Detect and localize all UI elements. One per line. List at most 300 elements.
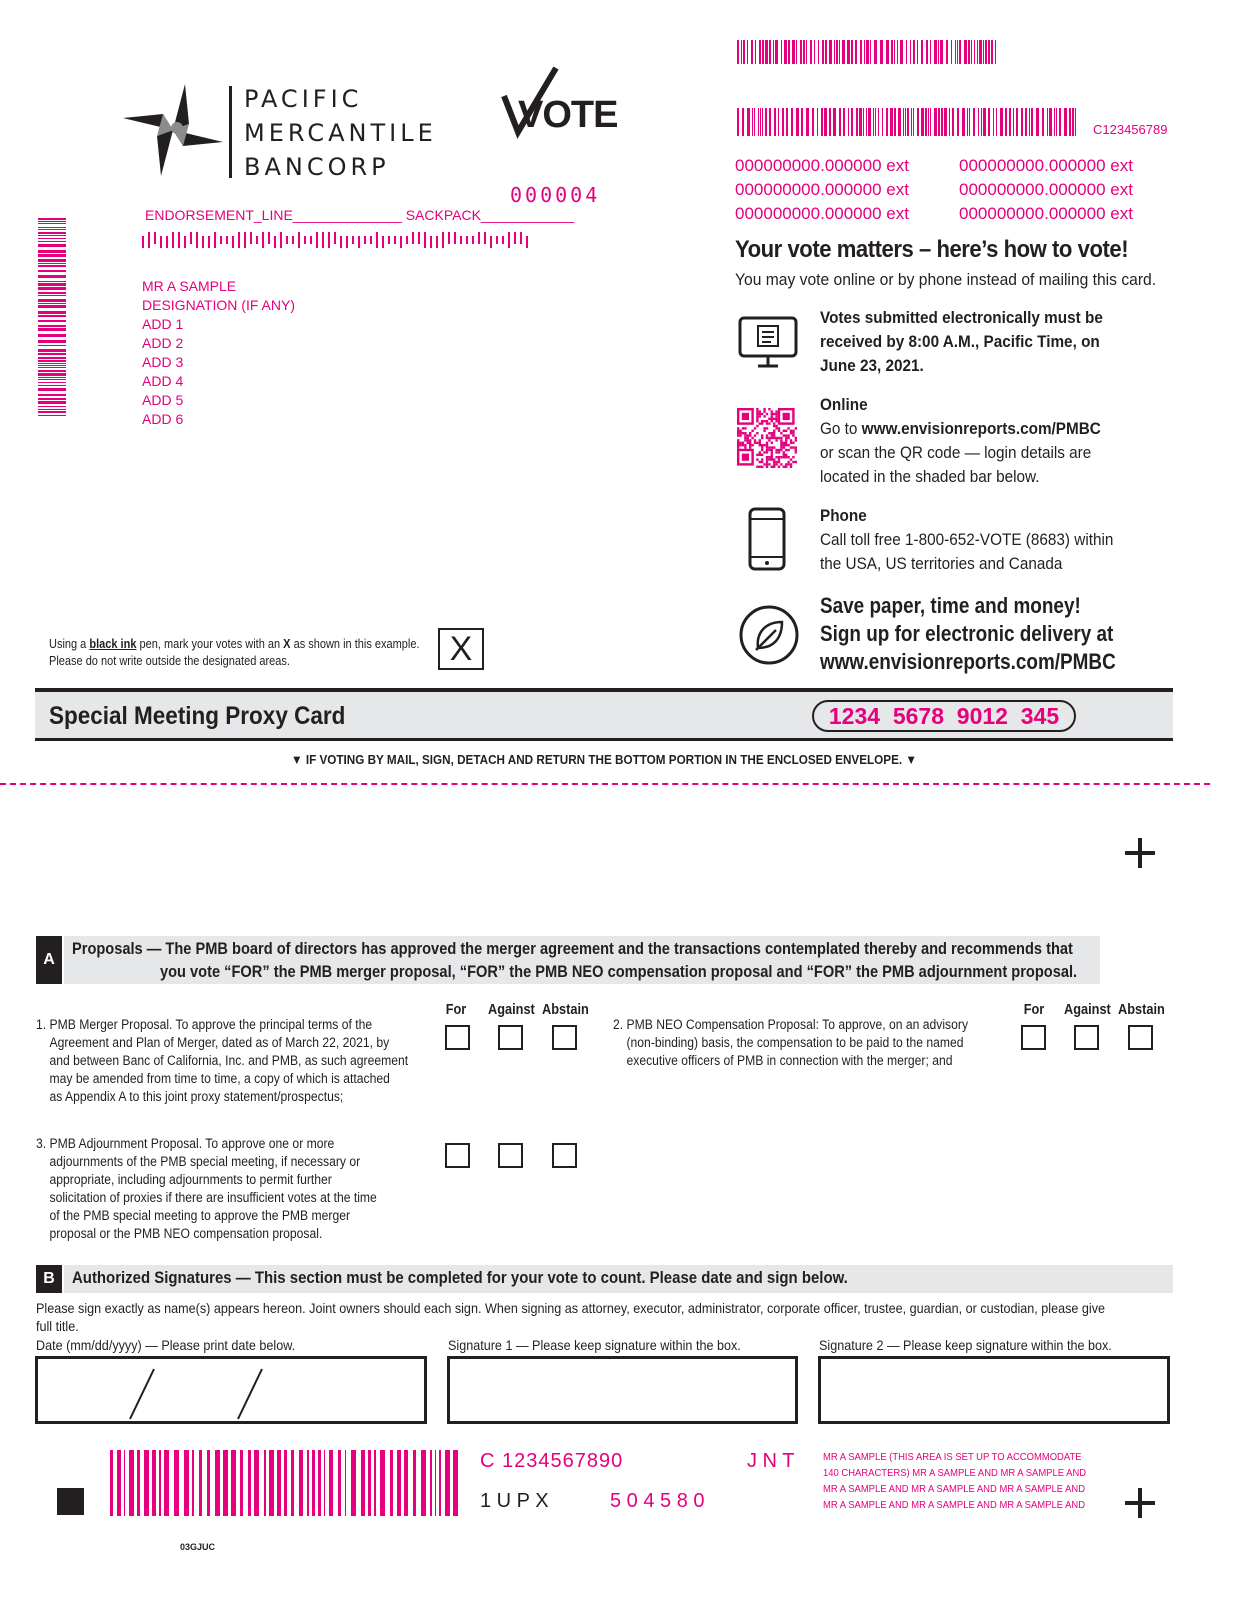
qr-module	[785, 442, 787, 444]
barcode-bar	[866, 108, 867, 136]
proposal-line: adjournments of the PMB special meeting, if necessary or	[49, 1154, 361, 1169]
postal-bar	[316, 232, 318, 248]
qr-module	[737, 430, 739, 432]
col-against-1: Against	[488, 1001, 535, 1018]
proposal-line: Agreement and Plan of Merger, dated as of March 22, 2021, by	[49, 1035, 390, 1050]
postal-bar	[280, 232, 282, 248]
barcode-bar	[248, 1450, 251, 1516]
barcode-bar	[374, 1450, 376, 1516]
postal-bar	[466, 236, 468, 244]
qr-module	[766, 422, 768, 424]
postal-bar	[256, 236, 258, 244]
postal-bar	[400, 236, 402, 248]
qr-module	[749, 439, 751, 441]
barcode-bar	[445, 1450, 450, 1516]
registration-square	[57, 1488, 84, 1515]
qr-module	[759, 439, 761, 441]
barcode-bar	[882, 108, 883, 136]
proposal-2-for-checkbox[interactable]	[1021, 1025, 1046, 1050]
qr-module	[754, 442, 756, 444]
logo-line-2: MERCANTILE	[244, 119, 437, 147]
proposal-2-against-checkbox[interactable]	[1074, 1025, 1099, 1050]
barcode-bar	[906, 40, 907, 64]
barcode-bar	[921, 40, 923, 64]
qr-module	[790, 463, 792, 465]
control-code: C123456789	[1093, 122, 1168, 137]
proposal-3-against-checkbox[interactable]	[498, 1143, 523, 1168]
barcode-bar	[921, 108, 924, 136]
qr-module	[783, 451, 785, 453]
barcode-bar	[1049, 108, 1052, 136]
barcode-bar	[855, 40, 857, 64]
proposal-3-text	[36, 1135, 377, 1243]
postal-bar	[430, 236, 432, 248]
barcode-bar	[848, 108, 849, 136]
instructions-line-1: Using a black ink pen, mark your votes with an X as shown in this example.	[49, 637, 420, 651]
postal-bar	[352, 236, 354, 244]
barcode-bar	[962, 108, 965, 136]
qr-module	[773, 437, 775, 439]
postal-bar	[160, 236, 162, 248]
postal-bar	[286, 236, 288, 244]
barcode-bar	[38, 320, 66, 322]
barcode-bar	[184, 1450, 189, 1516]
qr-module	[785, 454, 787, 456]
proposal-line: appropriate, including adjournments to permit further	[49, 1172, 332, 1187]
qr-module	[759, 413, 761, 415]
postal-bar	[268, 232, 270, 244]
proposal-3-abstain-checkbox[interactable]	[552, 1143, 577, 1168]
barcode-bar	[38, 360, 66, 362]
qr-module	[785, 439, 787, 441]
barcode-bar	[38, 235, 66, 236]
logo-line-1: PACIFIC	[244, 85, 363, 113]
qr-module	[747, 434, 749, 436]
barcode-bar	[973, 108, 975, 136]
online-lines	[820, 441, 1132, 489]
qr-module	[751, 437, 753, 439]
barcode-bar	[873, 108, 874, 136]
qr-module	[795, 437, 797, 439]
qr-module	[771, 415, 773, 417]
qr-module	[787, 427, 789, 429]
barcode-bar	[277, 1450, 281, 1516]
signature-1-box[interactable]	[447, 1356, 798, 1424]
barcode-bar	[361, 1450, 365, 1516]
online-heading: Online	[820, 395, 868, 414]
qr-module	[756, 454, 758, 456]
company-logo	[123, 84, 223, 176]
qr-module	[783, 442, 785, 444]
qr-module	[742, 442, 744, 444]
postal-bar	[424, 232, 426, 248]
barcode-bar	[1031, 108, 1033, 136]
qr-module	[773, 466, 775, 468]
qr-module	[775, 425, 777, 427]
barcode-footer	[110, 1450, 462, 1516]
barcode-bar	[1029, 108, 1030, 136]
signature-2-box[interactable]	[818, 1356, 1170, 1424]
barcode-bar	[821, 108, 823, 136]
qr-module	[790, 446, 792, 448]
barcode-bar	[38, 299, 66, 302]
qr-module	[775, 420, 777, 422]
barcode-bar	[338, 1450, 340, 1516]
phone-lines	[820, 528, 1146, 576]
postal-bar	[172, 232, 174, 248]
barcode-bar	[907, 108, 909, 136]
qr-module	[785, 434, 787, 436]
qr-module	[792, 434, 794, 436]
signing-instructions-2: full title.	[36, 1318, 79, 1334]
qr-module	[783, 413, 790, 420]
barcode-bar	[822, 40, 824, 64]
postal-bar	[232, 236, 234, 248]
barcode-bar	[1064, 108, 1067, 136]
barcode-bar	[421, 1450, 426, 1516]
barcode-bar	[324, 1450, 326, 1516]
barcode-bar	[38, 218, 66, 220]
qr-module	[771, 413, 773, 415]
qr-module	[787, 444, 789, 446]
qr-module	[756, 432, 758, 434]
qr-module	[742, 454, 749, 461]
barcode-bar	[851, 40, 853, 64]
qr-module	[749, 446, 751, 448]
barcode-bar	[741, 40, 742, 64]
barcode-bar	[453, 1450, 458, 1516]
qr-module	[759, 422, 761, 424]
postal-bar	[394, 236, 396, 244]
qr-module	[780, 456, 782, 458]
barcode-bar	[124, 1450, 126, 1516]
barcode-bar	[207, 1450, 210, 1516]
barcode-bar	[825, 40, 827, 64]
qr-module	[792, 446, 794, 448]
qr-module	[775, 410, 777, 412]
qr-module	[756, 410, 758, 412]
qr-module	[763, 430, 765, 432]
barcode-bar	[868, 108, 871, 136]
qr-module	[749, 434, 751, 436]
qr-module	[790, 442, 792, 444]
barcode-bar	[38, 363, 66, 364]
barcode-bar	[368, 1450, 370, 1516]
barcode-bar	[38, 401, 66, 404]
qr-module	[771, 420, 773, 422]
barcode-bar	[946, 40, 948, 64]
qr-module	[785, 437, 787, 439]
logo-divider	[229, 86, 232, 178]
detach-notice: ▼ IF VOTING BY MAIL, SIGN, DETACH AND RETURN THE BOTTOM PORTION IN THE ENCLOSED ENVELOPE. ▼	[291, 752, 917, 767]
proposal-1-against-checkbox[interactable]	[498, 1025, 523, 1050]
barcode-bar	[941, 108, 943, 136]
barcode-bar	[974, 40, 975, 64]
proposal-2-abstain-checkbox[interactable]	[1128, 1025, 1153, 1050]
proposal-line: (non-binding) basis, the compensation to be paid to the named	[626, 1035, 964, 1050]
barcode-bar	[1013, 108, 1014, 136]
signing-instructions-1: Please sign exactly as name(s) appears hereon. Joint owners should each sign. When signing as attorney, executor, administrator, corporate officer, trustee, guardian, or custodian, please give	[36, 1300, 1106, 1316]
phone-section	[820, 504, 1146, 576]
qr-module	[792, 461, 794, 463]
barcode-bar	[800, 40, 802, 64]
postal-bar	[304, 236, 306, 244]
qr-module	[792, 432, 794, 434]
qr-module	[751, 444, 753, 446]
qr-module	[766, 466, 768, 468]
barcode-bar	[129, 1450, 134, 1516]
barcode-bar	[38, 221, 66, 222]
barcode-bar	[863, 108, 864, 136]
qr-module	[785, 449, 787, 451]
online-prefix: Go to	[820, 419, 862, 438]
qr-module	[768, 458, 770, 460]
qr-module	[744, 427, 746, 429]
qr-module	[771, 454, 773, 456]
proposal-line: 3. PMB Adjournment Proposal. To approve one or more	[36, 1136, 335, 1151]
qr-module	[771, 449, 773, 451]
barcode-bar	[1056, 108, 1057, 136]
qr-module	[768, 446, 770, 448]
phone-line: Call toll free 1-800-652-VOTE (8683) within	[820, 530, 1114, 549]
postal-bar	[196, 232, 198, 248]
barcode-bar	[856, 108, 858, 136]
qr-module	[785, 466, 787, 468]
postal-bar	[370, 236, 372, 244]
barcode-bar	[435, 1450, 437, 1516]
barcode-bar	[938, 108, 940, 136]
barcode-bar	[993, 108, 994, 136]
qr-module	[756, 418, 758, 420]
qr-module	[783, 446, 785, 448]
qr-module	[749, 444, 751, 446]
proposal-1-for-checkbox[interactable]	[445, 1025, 470, 1050]
barcode-bar	[834, 40, 835, 64]
barcode-bar	[1072, 108, 1074, 136]
barcode-bar	[874, 40, 877, 64]
postal-bar	[244, 232, 246, 248]
qr-module	[785, 456, 787, 458]
qr-module	[739, 434, 741, 436]
example-x: X	[449, 630, 473, 668]
barcode-bar	[791, 108, 793, 136]
qr-module	[792, 430, 794, 432]
barcode-bar	[318, 1450, 321, 1516]
postal-bar	[340, 236, 342, 248]
qr-module	[761, 466, 763, 468]
barcode-bar	[894, 108, 896, 136]
barcode-bar	[380, 1450, 385, 1516]
qr-module	[766, 434, 768, 436]
barcode-bar	[991, 40, 993, 64]
leaf-icon	[738, 604, 800, 666]
barcode-bar	[38, 315, 66, 317]
qr-module	[761, 444, 763, 446]
qr-module	[771, 442, 773, 444]
barcode-bar	[928, 108, 930, 136]
qr-module	[787, 437, 789, 439]
barcode-bar	[995, 40, 996, 64]
barcode-bar	[38, 394, 66, 396]
postal-bar	[412, 232, 414, 244]
online-section	[820, 393, 1132, 489]
barcode-bar	[762, 108, 763, 136]
barcode-bar	[765, 108, 767, 136]
barcode-bar	[859, 108, 862, 136]
phone-line: the USA, US territories and Canada	[820, 554, 1063, 573]
barcode-bar	[38, 357, 66, 359]
qr-module	[766, 427, 768, 429]
qr-module	[744, 446, 746, 448]
postal-bar	[526, 236, 528, 248]
proposal-1-abstain-checkbox[interactable]	[552, 1025, 577, 1050]
qr-module	[766, 449, 768, 451]
qr-module	[761, 446, 763, 448]
qr-module	[775, 437, 777, 439]
barcode-bar	[38, 238, 66, 239]
qr-module	[780, 463, 782, 465]
qr-module	[778, 451, 780, 453]
date-input-box[interactable]	[35, 1356, 427, 1424]
vote-word: VOTE	[518, 94, 618, 136]
qr-module	[773, 432, 775, 434]
ext-line: 000000000.000000 ext	[959, 180, 1133, 199]
barcode-bar	[824, 108, 827, 136]
barcode-bar	[269, 1450, 274, 1516]
barcode-bar	[940, 40, 943, 64]
qr-module	[787, 434, 789, 436]
qr-module	[780, 442, 782, 444]
postal-bar	[214, 232, 216, 248]
qr-module	[778, 456, 780, 458]
qr-module	[783, 454, 785, 456]
barcode-bar	[159, 1450, 161, 1516]
barcode-bar	[886, 108, 888, 136]
barcode-bar	[1036, 108, 1039, 136]
barcode-bar	[769, 108, 771, 136]
barcode-bar	[38, 227, 66, 228]
postal-bar	[322, 232, 324, 248]
barcode-bar	[979, 40, 982, 64]
vote-deadline	[820, 306, 1134, 378]
barcode-bar	[917, 40, 918, 64]
qr-module	[778, 466, 780, 468]
qr-module	[775, 449, 777, 451]
online-line: located in the shaded bar below.	[820, 467, 1040, 486]
qr-module	[783, 456, 785, 458]
barcode-bar	[38, 275, 66, 278]
proposal-3-for-checkbox[interactable]	[445, 1143, 470, 1168]
section-b-letter: B	[36, 1265, 62, 1293]
barcode-bar	[38, 409, 66, 410]
vote-info-subtitle: You may vote online or by phone instead of mailing this card.	[735, 270, 1157, 289]
promo-line: Sign up for electronic delivery at	[820, 621, 1114, 646]
qr-module	[790, 466, 792, 468]
qr-module	[795, 427, 797, 429]
barcode-bar	[796, 108, 799, 136]
qr-module	[759, 466, 761, 468]
qr-module	[795, 451, 797, 453]
postal-bar	[250, 232, 252, 244]
barcode-bar	[801, 108, 803, 136]
barcode-bar	[38, 223, 66, 224]
barcode-bar	[903, 108, 904, 136]
barcode-bar	[38, 325, 66, 327]
detach-line	[0, 783, 1210, 785]
col-against-2: Against	[1064, 1001, 1111, 1018]
qr-module	[739, 444, 741, 446]
section-b-header	[64, 1265, 1173, 1293]
barcode-bar	[851, 108, 853, 136]
postal-bar	[520, 232, 522, 244]
postal-bar	[448, 232, 450, 244]
qr-module	[795, 439, 797, 441]
qr-code-icon	[737, 408, 799, 470]
postal-bar	[376, 232, 378, 248]
qr-module	[737, 444, 739, 446]
barcode-bar	[829, 108, 831, 136]
postal-bar	[436, 236, 438, 248]
barcode-bar	[803, 40, 805, 64]
postal-bar	[310, 236, 312, 244]
account-number: C 1234567890	[480, 1450, 624, 1472]
barcode-bar	[952, 108, 955, 136]
ext-line: 000000000.000000 ext	[959, 156, 1133, 175]
barcode-bar	[751, 40, 753, 64]
qr-module	[768, 456, 770, 458]
online-url-link[interactable]: www.envisionreports.com/PMBC	[861, 419, 1101, 438]
barcode-bar	[38, 265, 66, 267]
qr-module	[790, 430, 792, 432]
barcode-bar	[792, 40, 795, 64]
qr-module	[766, 456, 768, 458]
barcode-bar	[977, 40, 978, 64]
barcode-bar	[164, 1450, 169, 1516]
qr-module	[792, 442, 794, 444]
barcode-bar	[806, 40, 807, 64]
qr-module	[775, 427, 777, 429]
qr-module	[756, 466, 758, 468]
barcode-bar	[983, 108, 986, 136]
postal-bar	[382, 236, 384, 248]
postal-bar	[454, 232, 456, 244]
barcode-bar	[404, 1450, 408, 1516]
barcode-bar	[38, 377, 66, 378]
barcode-bar	[38, 373, 66, 376]
qr-module	[768, 432, 770, 434]
qr-module	[778, 458, 780, 460]
barcode-bar	[345, 1450, 347, 1516]
barcode-bar	[934, 40, 937, 64]
barcode-bar	[860, 40, 862, 64]
barcode-bar	[833, 108, 836, 136]
postal-bar	[346, 236, 348, 248]
barcode-bar	[38, 385, 66, 386]
qr-module	[763, 463, 765, 465]
qr-module	[737, 434, 739, 436]
qr-module	[771, 434, 773, 436]
qr-module	[744, 437, 746, 439]
qr-module	[742, 413, 749, 420]
barcode-bar	[1016, 108, 1019, 136]
postal-bar	[298, 232, 300, 248]
qr-module	[739, 432, 741, 434]
barcode-bar	[38, 388, 66, 391]
qr-module	[766, 420, 768, 422]
barcode-bar	[752, 108, 753, 136]
barcode-bar	[754, 108, 755, 136]
postal-bar	[184, 236, 186, 248]
